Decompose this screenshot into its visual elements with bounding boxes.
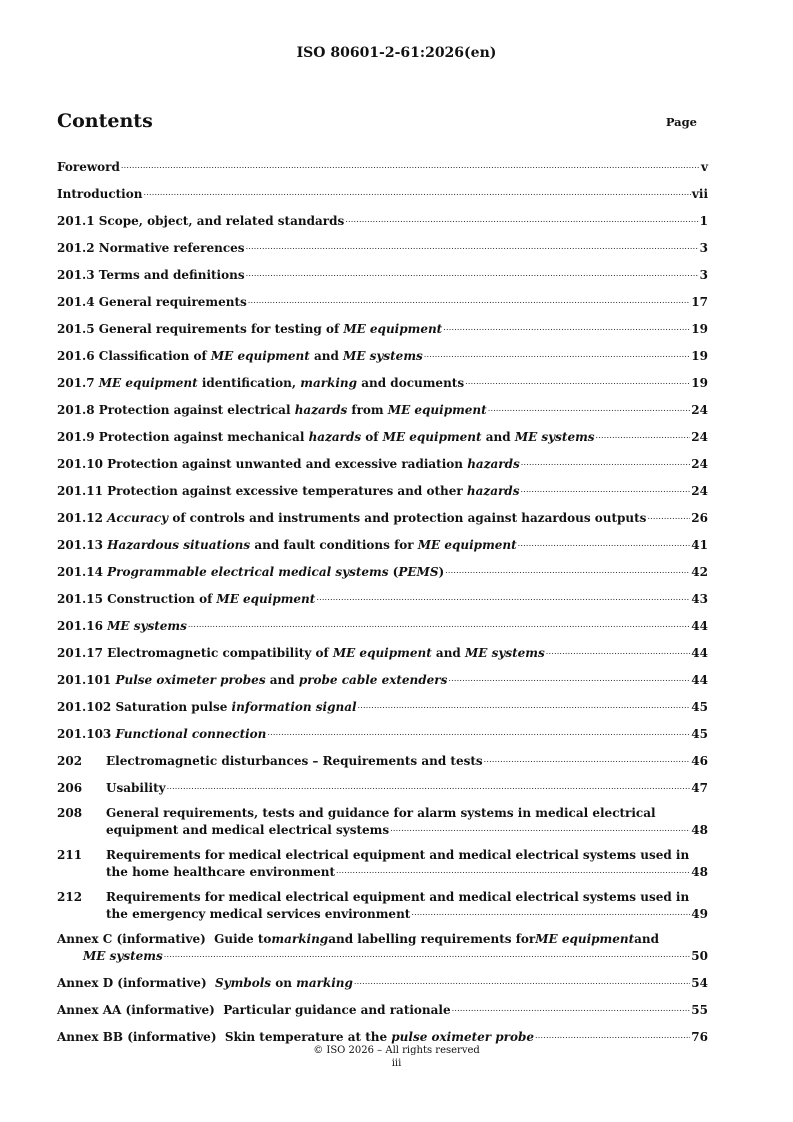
- page-footer: [0, 1044, 793, 1070]
- toc-page-number: 48: [691, 823, 708, 837]
- toc-entry-number: 201.3: [57, 268, 95, 282]
- toc-entry-201-5[interactable]: [57, 320, 708, 337]
- toc-entry-title-italic: probe cable extenders: [298, 673, 448, 687]
- toc-entry-title-italic: Functional connection: [115, 727, 267, 741]
- toc-entry-number: 201.10: [57, 457, 103, 471]
- leader-dots: [345, 212, 698, 227]
- toc-entry-number: 206: [57, 781, 83, 795]
- toc-entry-201-13[interactable]: [57, 536, 708, 553]
- toc-entry-number: 201.4: [57, 295, 95, 309]
- toc-page-number: 44: [691, 673, 708, 687]
- toc-entry-introduction[interactable]: [57, 185, 708, 202]
- toc-entry-title: and documents: [357, 376, 465, 390]
- toc-entry-201-4[interactable]: [57, 293, 708, 310]
- toc-entry-title-italic: ME equipment: [387, 403, 487, 417]
- toc-entry-201-11[interactable]: [57, 482, 708, 499]
- toc-entry-title: Requirements for medical electrical equipment and medical electrical systems used in: [106, 890, 690, 904]
- toc-entry-201-103[interactable]: [57, 725, 708, 742]
- toc-page-number: 44: [691, 646, 708, 660]
- leader-dots: [520, 482, 690, 497]
- toc-entry-annex-bb[interactable]: [57, 1028, 708, 1045]
- toc-entry-title-line2: the emergency medical services environment: [106, 907, 411, 921]
- toc-annex-label: Annex AA (informative): [57, 1003, 215, 1017]
- toc-entry-number: 201.13: [57, 538, 103, 552]
- toc-page-number: 47: [691, 781, 708, 795]
- leader-dots: [246, 239, 699, 254]
- toc-entry-number: 201.1: [57, 214, 95, 228]
- leader-dots: [484, 752, 691, 767]
- toc-entry-title-italic: hazards: [308, 430, 362, 444]
- toc-annex-label: Annex C (informative): [57, 932, 206, 946]
- toc-page-number: vii: [691, 187, 708, 201]
- toc-entry-201-15[interactable]: [57, 590, 708, 607]
- toc-entry-title: (: [388, 565, 399, 579]
- toc-entry-title: of: [361, 430, 383, 444]
- toc-entry-title: Electromagnetic compatibility of: [107, 646, 333, 660]
- toc-page-number: 24: [691, 484, 708, 498]
- toc-entry-202[interactable]: [57, 752, 708, 769]
- toc-entry-number: 201.2: [57, 241, 95, 255]
- toc-entry-title: and: [634, 932, 660, 946]
- toc-entry-title-italic: hazards: [467, 457, 520, 471]
- toc-entry-foreword[interactable]: [57, 158, 708, 175]
- leader-dots: [443, 320, 690, 335]
- toc-entry-208[interactable]: [57, 806, 708, 838]
- toc-entry-206[interactable]: [57, 779, 708, 796]
- leader-dots: [535, 1028, 690, 1043]
- toc-entry-annex-d[interactable]: [57, 974, 708, 991]
- toc-entry-title: Construction of: [107, 592, 217, 606]
- toc-page-number: 49: [691, 907, 708, 921]
- toc-entry-title: Scope, object, and related standards: [98, 214, 345, 228]
- contents-heading: Contents: [57, 110, 153, 132]
- toc-annex-label: Annex BB (informative): [57, 1030, 217, 1044]
- toc-page-number: 44: [691, 619, 708, 633]
- leader-dots: [488, 401, 691, 416]
- toc-entry-title: General requirements, tests and guidance for alarm systems in medical electrical: [106, 806, 656, 820]
- toc-entry-title: Classification of: [98, 349, 211, 363]
- toc-entry-title-italic: ME equipment: [210, 349, 310, 363]
- toc-entry-title: Normative references: [98, 241, 245, 255]
- toc-entry-title: on: [271, 976, 297, 990]
- toc-page-number: 3: [699, 241, 708, 255]
- leader-dots: [521, 455, 691, 470]
- toc-entry-title: ): [438, 565, 445, 579]
- leader-dots: [448, 671, 690, 686]
- leader-dots: [465, 374, 690, 389]
- toc-entry-title-italic: pulse oximeter probe: [391, 1030, 534, 1044]
- toc-page-number: 3: [699, 268, 708, 282]
- toc-entry-number: 201.12: [57, 511, 103, 525]
- toc-page-number: 17: [691, 295, 708, 309]
- toc-page-number: 24: [691, 430, 708, 444]
- toc-entry-title-italic: ME equipment: [332, 646, 432, 660]
- toc-entry-201-9[interactable]: [57, 428, 708, 445]
- toc-entry-number: 201.15: [57, 592, 103, 606]
- toc-entry-title-line2: ME systems: [83, 949, 163, 963]
- toc-entry-title: Skin temperature at the: [224, 1030, 392, 1044]
- footer-page-number: iii: [391, 1058, 402, 1069]
- toc-entry-title: Electromagnetic disturbances – Requirements and tests: [106, 754, 483, 768]
- toc-entry-title-italic: Accuracy: [107, 511, 169, 525]
- toc-page-number: 45: [691, 727, 708, 741]
- toc-entry-201-8[interactable]: [57, 401, 708, 418]
- toc-entry-title-italic: marking: [296, 976, 353, 990]
- leader-dots: [143, 185, 690, 200]
- toc-entry-title-line2: the home healthcare environment: [106, 865, 336, 879]
- toc-entry-title-italic: marking: [271, 932, 329, 946]
- toc-entry-201-6[interactable]: [57, 347, 708, 364]
- toc-entry-201-17[interactable]: [57, 644, 708, 661]
- leader-dots: [267, 725, 690, 740]
- toc-page-number: 24: [691, 457, 708, 471]
- toc-entry-title: Usability: [106, 781, 166, 795]
- toc-entry-201-16[interactable]: [57, 617, 708, 634]
- toc-entry-title-italic: information signal: [231, 700, 357, 714]
- toc-entry-number: 201.11: [57, 484, 103, 498]
- leader-dots: [188, 617, 690, 632]
- toc-entry-number: 201.6: [57, 349, 95, 363]
- toc-entry-title: Protection against unwanted and excessive radiation: [107, 457, 468, 471]
- toc-entry-title: General requirements for testing of: [98, 322, 344, 336]
- toc-entry-201-2[interactable]: [57, 239, 708, 256]
- toc-entry-number: 201.103: [57, 727, 112, 741]
- leader-dots: [411, 905, 690, 920]
- table-of-contents: [57, 158, 708, 1055]
- document-header: ISO 80601-2-61:2026(en): [296, 45, 497, 61]
- leader-dots: [546, 644, 691, 659]
- toc-entry-title-italic: ME equipment: [535, 932, 635, 946]
- toc-entry-number: 201.9: [57, 430, 95, 444]
- leader-dots: [452, 1001, 691, 1016]
- toc-entry-number: 201.5: [57, 322, 95, 336]
- toc-page-number: 41: [691, 538, 708, 552]
- leader-dots: [358, 698, 691, 713]
- toc-page-number: 1: [699, 214, 708, 228]
- toc-entry-title: Requirements for medical electrical equipment and medical electrical systems used in: [106, 848, 690, 862]
- toc-page-number: 55: [691, 1003, 708, 1017]
- toc-entry-title: and: [431, 646, 465, 660]
- toc-page-number: 76: [691, 1030, 708, 1044]
- toc-entry-number: 202: [57, 754, 83, 768]
- toc-page-number: 48: [691, 865, 708, 879]
- toc-entry-title: of controls and instruments and protection against hazardous outputs: [168, 511, 647, 525]
- toc-entry-number: 201.17: [57, 646, 103, 660]
- toc-entry-title: Foreword: [57, 160, 120, 174]
- leader-dots: [354, 974, 690, 989]
- toc-page-number: 26: [691, 511, 708, 525]
- leader-dots: [121, 158, 700, 173]
- toc-entry-number: 201.102: [57, 700, 112, 714]
- page-column-label: Page: [665, 115, 697, 129]
- toc-entry-title: Terms and definitions: [98, 268, 245, 282]
- toc-entry-211[interactable]: [57, 848, 708, 880]
- toc-entry-201-12[interactable]: [57, 509, 708, 526]
- toc-entry-title: and: [481, 430, 515, 444]
- copyright-notice: © ISO 2026 – All rights reserved: [313, 1045, 480, 1056]
- toc-page-number: 24: [691, 403, 708, 417]
- toc-entry-201-101[interactable]: [57, 671, 708, 688]
- toc-entry-201-14[interactable]: [57, 563, 708, 580]
- toc-entry-number: 201.14: [57, 565, 103, 579]
- leader-dots: [518, 536, 691, 551]
- toc-entry-title: Introduction: [57, 187, 143, 201]
- toc-page-number: v: [701, 160, 708, 174]
- toc-entry-201-7[interactable]: [57, 374, 708, 391]
- toc-entry-annex-aa[interactable]: [57, 1001, 708, 1018]
- toc-entry-title-italic: Symbols: [214, 976, 272, 990]
- toc-page-number: 50: [691, 949, 708, 963]
- toc-entry-title-italic: ME systems: [464, 646, 545, 660]
- leader-dots: [647, 509, 690, 524]
- toc-entry-number: 201.16: [57, 619, 103, 633]
- toc-page-number: 19: [691, 349, 708, 363]
- toc-page-number: 54: [691, 976, 708, 990]
- toc-entry-title: Protection against excessive temperatures and other: [107, 484, 467, 498]
- toc-entry-number: 201.8: [57, 403, 95, 417]
- leader-dots: [596, 428, 691, 443]
- leader-dots: [316, 590, 690, 605]
- toc-entry-title: Protection against electrical: [98, 403, 295, 417]
- toc-entry-201-10[interactable]: [57, 455, 708, 472]
- leader-dots: [246, 266, 699, 281]
- toc-entry-number: 208: [57, 806, 83, 820]
- toc-entry-title-italic: marking: [300, 376, 358, 390]
- toc-entry-title: and: [265, 673, 299, 687]
- toc-entry-title: Protection against mechanical: [98, 430, 309, 444]
- toc-page-number: 43: [691, 592, 708, 606]
- toc-page-number: 19: [691, 376, 708, 390]
- toc-entry-title: and fault conditions for: [250, 538, 418, 552]
- toc-entry-title: and: [309, 349, 344, 363]
- toc-annex-label: Annex D (informative): [57, 976, 207, 990]
- toc-entry-title: identification,: [197, 376, 301, 390]
- toc-entry-201-3[interactable]: [57, 266, 708, 283]
- toc-entry-title-italic: ME equipment: [98, 376, 198, 390]
- leader-dots: [336, 863, 690, 878]
- toc-entry-201-1[interactable]: [57, 212, 708, 229]
- leader-dots: [390, 821, 690, 836]
- toc-page-number: 45: [691, 700, 708, 714]
- toc-entry-title-italic: ME equipment: [343, 322, 443, 336]
- leader-dots: [445, 563, 690, 578]
- leader-dots: [167, 779, 691, 794]
- toc-entry-number: 201.7: [57, 376, 95, 390]
- toc-entry-title: General requirements: [98, 295, 247, 309]
- toc-entry-title-italic: Programmable electrical medical systems: [107, 565, 389, 579]
- toc-entry-number: 212: [57, 890, 83, 904]
- toc-page-number: 42: [691, 565, 708, 579]
- toc-entry-title-italic: Hazardous situations: [107, 538, 251, 552]
- toc-page-number: 46: [691, 754, 708, 768]
- toc-entry-title-italic: ME systems: [107, 619, 187, 633]
- leader-dots: [164, 947, 691, 962]
- toc-entry-title-italic: hazards: [466, 484, 520, 498]
- toc-entry-annex-c[interactable]: [57, 932, 708, 964]
- toc-entry-title-line2: equipment and medical electrical systems: [106, 823, 390, 837]
- toc-entry-title: and labelling requirements for: [328, 932, 536, 946]
- leader-dots: [248, 293, 691, 308]
- toc-entry-number: 201.101: [57, 673, 112, 687]
- toc-entry-title-italic: PEMS: [398, 565, 439, 579]
- toc-entry-title-italic: ME equipment: [382, 430, 482, 444]
- toc-entry-number: 211: [57, 848, 83, 862]
- toc-entry-title-italic: ME systems: [343, 349, 423, 363]
- toc-entry-title: from: [347, 403, 388, 417]
- toc-entry-title: Saturation pulse: [115, 700, 232, 714]
- toc-entry-title-italic: hazards: [294, 403, 348, 417]
- toc-entry-title-italic: ME equipment: [417, 538, 517, 552]
- toc-entry-title-italic: Pulse oximeter probes: [115, 673, 266, 687]
- toc-entry-title: Particular guidance and rationale: [223, 1003, 451, 1017]
- toc-entry-212[interactable]: [57, 890, 708, 922]
- toc-entry-201-102[interactable]: [57, 698, 708, 715]
- toc-entry-title: Guide to: [214, 932, 272, 946]
- toc-page-number: 19: [691, 322, 708, 336]
- leader-dots: [424, 347, 691, 362]
- toc-entry-title-italic: ME equipment: [216, 592, 316, 606]
- toc-entry-title-italic: ME systems: [514, 430, 595, 444]
